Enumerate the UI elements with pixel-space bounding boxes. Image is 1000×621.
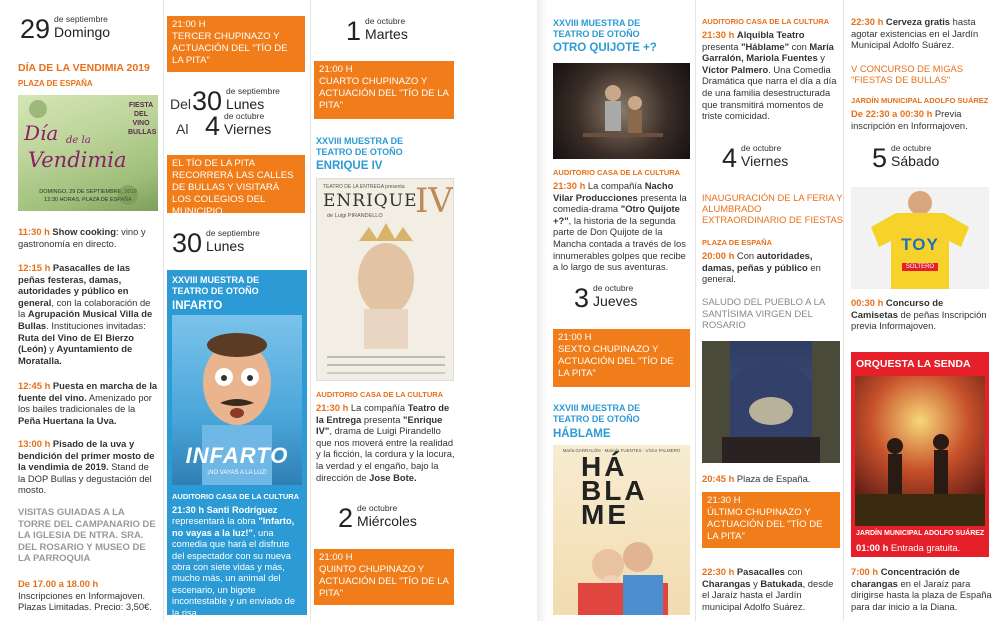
desc-text: La compañía (348, 402, 408, 413)
date-number: 5 (872, 143, 888, 173)
desc-text: Plaza de España. (734, 473, 811, 484)
band-icon (855, 376, 985, 526)
date-number: 3 (574, 283, 590, 313)
desc-text-3: , desde el Jaraíz hasta el Jardín municipal Adolfo Suárez. (702, 577, 834, 612)
date-4-oct (722, 143, 788, 171)
event-desc: Inscripciones en Informajoven. Plazas Limitadas. Precio: 3,50€. (18, 589, 152, 613)
time-label: 21:00 H (558, 332, 592, 343)
desc-text-3: y (817, 52, 825, 64)
shirt-banner (851, 255, 989, 273)
venue-label: AUDITORIO CASA DE LA CULTURA (172, 492, 300, 501)
desc-text: La compañía (585, 180, 645, 191)
place-label: PLAZA DE ESPAÑA (702, 238, 773, 247)
date-weekday: Lunes (226, 96, 265, 112)
company: Alquibla Teatro (736, 29, 805, 40)
poster-top: María GARRALÓN · Mariola FUENTES · Víctor PALMERO (562, 448, 681, 453)
poster-side-text: FIESTA DEL VINO BULLAS (128, 102, 157, 136)
time-label: De 17.00 a 18.00 h (18, 578, 99, 589)
al-label: Al (176, 121, 189, 137)
place-label: JARDÍN MUNICIPAL ADOLFO SUÁREZ (856, 530, 985, 537)
desc-text-4: . Una Comedia Dramática que narra el día a día de una familia desestructurada que transmitirá momentos de triste comicidad. (702, 63, 837, 122)
desc-text-2: en general. (702, 261, 821, 285)
date-weekday: Martes (365, 26, 408, 42)
play-name: "Háblame" (741, 40, 790, 52)
event-name-2: Peña Huertana la Uva. (18, 414, 117, 426)
muestra-heading: XXVIII MUESTRA DE TEATRO DE OTOÑO (553, 18, 641, 39)
event-name: Show cooking (52, 226, 116, 237)
inauguracion-info (702, 250, 842, 285)
date-30-sept-range (192, 86, 280, 114)
card-title: INFARTO (172, 300, 223, 312)
date-number: 1 (346, 16, 362, 46)
orquesta-card (851, 352, 989, 557)
event-fuente-vino (18, 380, 158, 426)
muestra-heading-2: XXVIII MUESTRA DE TEATRO DE OTOÑO (553, 403, 641, 424)
date-month: de octubre (741, 143, 782, 153)
venue-label: AUDITORIO CASA DE LA CULTURA (553, 168, 681, 177)
event-name: Puesta en marcha de la fuente del vino. (18, 380, 158, 403)
event-name-3: Batukada (760, 577, 803, 589)
desc-text: en el Jaraíz para dirigirse hasta la plaza de España para dar inicio a la Diana. (851, 577, 992, 612)
play-name: "Enrique IV" (316, 413, 443, 437)
time-label: 21:30 h (702, 29, 735, 40)
company: Teatro de la Entrega (316, 402, 450, 425)
date-weekday: Miércoles (357, 513, 417, 529)
date-month: de septiembre (226, 86, 280, 96)
chupinazo-box-3 (167, 16, 305, 72)
poster-foot2: 12:30 HORAS, PLAZA DE ESPAÑA (44, 197, 132, 203)
actor: Víctor Palmero (702, 63, 769, 75)
card-heading: XXVIII MUESTRA DE TEATRO DE OTOÑO (172, 275, 260, 296)
event-desc: : vino y gastronomía en directo. (18, 226, 146, 249)
date-month: de septiembre (206, 228, 260, 238)
date-weekday: Domingo (54, 24, 111, 40)
church-arch-icon (702, 341, 840, 463)
shirt-text: TOY (901, 235, 939, 254)
date-4-oct-range (205, 111, 271, 139)
chupinazo-box-4 (314, 61, 454, 119)
enrique-title: ENRIQUE IV (316, 160, 383, 172)
time-label: 20:45 h (702, 473, 735, 484)
event-name: Pasacalles (736, 566, 785, 577)
company: Nacho Vilar Producciones (553, 180, 674, 203)
performer: Santi Rodríguez (206, 505, 278, 515)
date-number: 2 (338, 503, 354, 533)
time-label: 21:00 H (172, 19, 206, 30)
enrique-poster-image (316, 178, 454, 381)
time-label: 00:30 h (851, 297, 884, 308)
date-month: de octubre (224, 111, 265, 121)
desc-text-2: con (789, 40, 810, 52)
time-label: 13:00 h (18, 438, 51, 449)
date-weekday: Viernes (224, 121, 272, 137)
desc-text: de peñas Inscripción previa Informajoven. (851, 308, 987, 332)
date-2-oct (338, 503, 417, 531)
quijote-title: OTRO QUIJOTE +? (553, 42, 657, 54)
actors: María Garralón, Mariola Fuentes (702, 40, 834, 64)
family-icon (553, 445, 690, 615)
date-number: 29 (20, 14, 51, 44)
box-text: CUARTO CHUPINAZO Y ACTUACIÓN DEL "TÍO DE LA PITA" (319, 76, 449, 111)
migas-info (851, 108, 991, 131)
pasacalles-info (702, 566, 842, 612)
desc-text-2: presenta (361, 413, 404, 425)
box-text: ÚLTIMO CHUPINAZO Y ACTUACIÓN DEL "TÍO DE LA PITA" (707, 507, 823, 542)
muestra-heading: XXVIII MUESTRA DE TEATRO DE OTOÑO (316, 136, 404, 157)
event-desc: Amenizado por los bailes tradicionales de la (18, 391, 152, 415)
date-month: de octubre (357, 503, 398, 513)
date-weekday: Lunes (206, 238, 245, 254)
quijote-description (553, 180, 693, 273)
poster-title-2: BLA (581, 475, 648, 506)
event-pisado-uva (18, 438, 158, 496)
desc-text-3: , drama de Luigi Pirandello que nos moverá entre la realidad y la ficción, la cordura y la locura, la verdad y el engaño, bajo la dirección de (316, 425, 455, 483)
event-name-2: Charangas (702, 577, 751, 589)
time-label: 21:30 h (553, 180, 586, 191)
event-pasacalles (18, 262, 158, 366)
event-desc-2: . Instituciones invitadas: (46, 319, 146, 331)
event-name-3: Ruta del Vino de El Bierzo (León) (18, 331, 134, 355)
desc-text-2: y (750, 577, 761, 589)
place-label: JARDÍN MUNICIPAL ADOLFO SUÁREZ (851, 96, 989, 105)
desc-text: presenta (702, 40, 742, 52)
infarto-card (167, 270, 307, 618)
vendimia-poster-image (18, 95, 158, 211)
box-text: TERCER CHUPINAZO Y ACTUACIÓN DEL "TÍO DE LA PITA" (172, 31, 288, 66)
date-29-sept (20, 14, 110, 42)
event-title-vendimia: DÍA DE LA VENDIMIA 2019 (18, 62, 150, 74)
time-label: 01:00 h (856, 542, 889, 553)
crowned-head-icon (317, 179, 454, 381)
time-label: 12:45 h (18, 380, 51, 391)
virgen-rosario-photo (702, 341, 840, 463)
date-month: de octubre (593, 283, 634, 293)
inauguracion-heading: INAUGURACIÓN DE LA FERIA Y ALUMBRADO EXTRAORDINARIO DE FIESTAS (702, 192, 843, 225)
time-label: 11:30 h (18, 226, 50, 237)
time-label: 22:30 h (851, 16, 884, 27)
poster-title: ENRIQUE (323, 191, 418, 211)
chupinazo-box-6 (553, 329, 690, 387)
time-label: 21:30 h (172, 505, 205, 515)
event-show-cooking (18, 226, 158, 249)
grape-leaf-icon (18, 95, 158, 211)
camisetas-info (851, 297, 991, 332)
poster-script-dia: Día (24, 121, 59, 145)
desc-text: hasta agotar existencias en el Jardín Municipal Adolfo Suárez. (851, 16, 979, 51)
event-name: Concurso de Camisetas (851, 297, 944, 320)
time-label: De 22:30 a 00:30 h (851, 108, 933, 119)
attendees: autoridades, damas, peñas y público (702, 250, 813, 273)
time-label: 22:30 h (702, 566, 735, 577)
desc-text: Previa inscripción en Informajoven. (851, 108, 968, 131)
desc-text-2: , una comedia que hará el disfrute del espectador con su nueva obra con siete vidas y más, mucho más, un animal del escenario, un bigote incontestable y un enviado de la risa. (172, 527, 296, 618)
date-weekday: Viernes (741, 153, 789, 169)
event-desc: , con la colaboración de la (18, 296, 151, 320)
poster-sub: ¡NO VAYAS A LA LUZ! (207, 470, 267, 476)
event-name: Pisado de la uva y bendición del primer mosto de la vendimia de 2019. (18, 438, 155, 473)
date-weekday: Sábado (891, 153, 940, 169)
time-label: 7:00 h (851, 566, 879, 577)
date-5-oct (872, 143, 939, 171)
visitas-guiadas-info (18, 578, 160, 613)
play-name: "Otro Quijote +?" (553, 203, 680, 226)
time-label: 21:00 H (319, 552, 353, 563)
time-label: 21:00 H (319, 64, 353, 75)
venue-label: AUDITORIO CASA DE LA CULTURA (702, 17, 830, 26)
box-text: QUINTO CHUPINAZO Y ACTUACIÓN DEL "TÍO DE LA PITA" (319, 564, 449, 599)
poster-top: TEATRO DE LA ENTREGA presenta (323, 184, 405, 190)
poster-numeral: IV (415, 181, 453, 221)
saludo-info (702, 473, 842, 485)
event-name: Cerveza gratis (885, 16, 951, 27)
date-number: 4 (722, 143, 738, 173)
date-month: de septiembre (54, 14, 108, 24)
cerveza-info (851, 16, 991, 51)
desc-text-3: , la historia de la segunda parte de Don Quijote de la Mancha contada a través de los innumerables golpes que recibe a lo largo de sus aventuras. (553, 214, 686, 273)
hablame-title: HÁBLAME (553, 428, 611, 440)
date-month: de octubre (891, 143, 932, 153)
play-name: "Infarto, no vayas a la luz!" (172, 516, 295, 538)
desc-text-2: presenta la comedia-drama (553, 191, 687, 215)
quijote-photo (553, 63, 690, 159)
date-1-oct (346, 16, 408, 44)
poster-title-3: ME (581, 499, 629, 530)
visitas-guiadas-heading: VISITAS GUIADAS A LA TORRE DEL CAMPANARIO DE LA IGLESIA DE NTRA. SRA. DEL ROSARIO Y MUSEO DE LA PARROQUIA (18, 507, 156, 564)
poster-title: INFARTO (185, 443, 289, 468)
hablame-poster-image (553, 445, 690, 615)
tio-pita-box: EL TÍO DE LA PITA RECORRERÁ LAS CALLES DE BULLAS Y VISITARÁ LOS COLEGIOS DEL MUNICIPIO (167, 155, 305, 213)
venue-label: AUDITORIO CASA DE LA CULTURA (316, 390, 444, 399)
poster-script-dela: de la (66, 135, 91, 146)
date-weekday: Jueves (593, 293, 638, 309)
date-number: 4 (205, 111, 221, 141)
poster-title-1: HÁ (581, 451, 628, 482)
desc-text: Con (734, 250, 757, 261)
poster-foot: DOMINGO, 29 DE SEPTIEMBRE, 2019 (39, 189, 137, 195)
charangas-info (851, 566, 993, 612)
event-name: Pasacalles de las peñas festeras, damas, autoridades y público en general (18, 262, 131, 308)
event-desc: Stand de la DOP Bullas y degustación del mosto. (18, 461, 152, 496)
date-30-sept (172, 228, 260, 256)
time-label: 21:30 h (316, 402, 349, 413)
desc-text: Entrada gratuita. (888, 542, 961, 553)
chupinazo-box-5 (314, 549, 454, 605)
event-place: PLAZA DE ESPAÑA (18, 79, 93, 88)
orquesta-photo (855, 376, 985, 526)
card-title: ORQUESTA LA SENDA (856, 358, 971, 370)
time-label: 21:30 H (707, 495, 741, 506)
poster-sub: de Luigi PIRANDELLO (327, 213, 383, 219)
enrique-description (316, 402, 456, 483)
desc-text: representará la obra (172, 516, 259, 527)
desc-text: con (784, 566, 803, 577)
date-3-oct (574, 283, 637, 311)
date-number: 30 (172, 228, 203, 258)
camiseta-photo (851, 187, 989, 289)
saludo-heading: SALUDO DEL PUEBLO A LA SANTÍSIMA VIRGEN DEL ROSARIO (702, 297, 825, 331)
actors-icon (553, 63, 690, 159)
poster-script-vendimia: Vendimia (28, 148, 127, 172)
event-name-2: Agrupación Musical Villa de Bullas (18, 308, 153, 331)
date-number: 30 (192, 86, 223, 116)
box-text: SEXTO CHUPINAZO Y ACTUACIÓN DEL "TÍO DE LA PITA" (558, 344, 674, 379)
time-label: 20:00 h (702, 250, 735, 261)
event-name: Concentración de charangas (851, 566, 960, 589)
migas-heading: V CONCURSO DE MIGAS "FIESTAS DE BULLAS" (851, 63, 963, 85)
orquesta-info (856, 542, 960, 553)
time-label: 12:15 h (18, 262, 51, 273)
hablame-description (702, 29, 842, 122)
event-name-4: Ayuntamiento de Moratalla. (18, 343, 133, 366)
shirt-banner-text: SOLTERO (902, 263, 938, 271)
director: Jose Bote. (369, 471, 417, 483)
infarto-poster-image (172, 315, 302, 485)
date-month: de octubre (365, 16, 406, 26)
chupinazo-box-last (702, 492, 840, 548)
infarto-description (172, 505, 304, 619)
event-desc-3: y (46, 343, 57, 355)
del-label: Del (170, 96, 192, 112)
